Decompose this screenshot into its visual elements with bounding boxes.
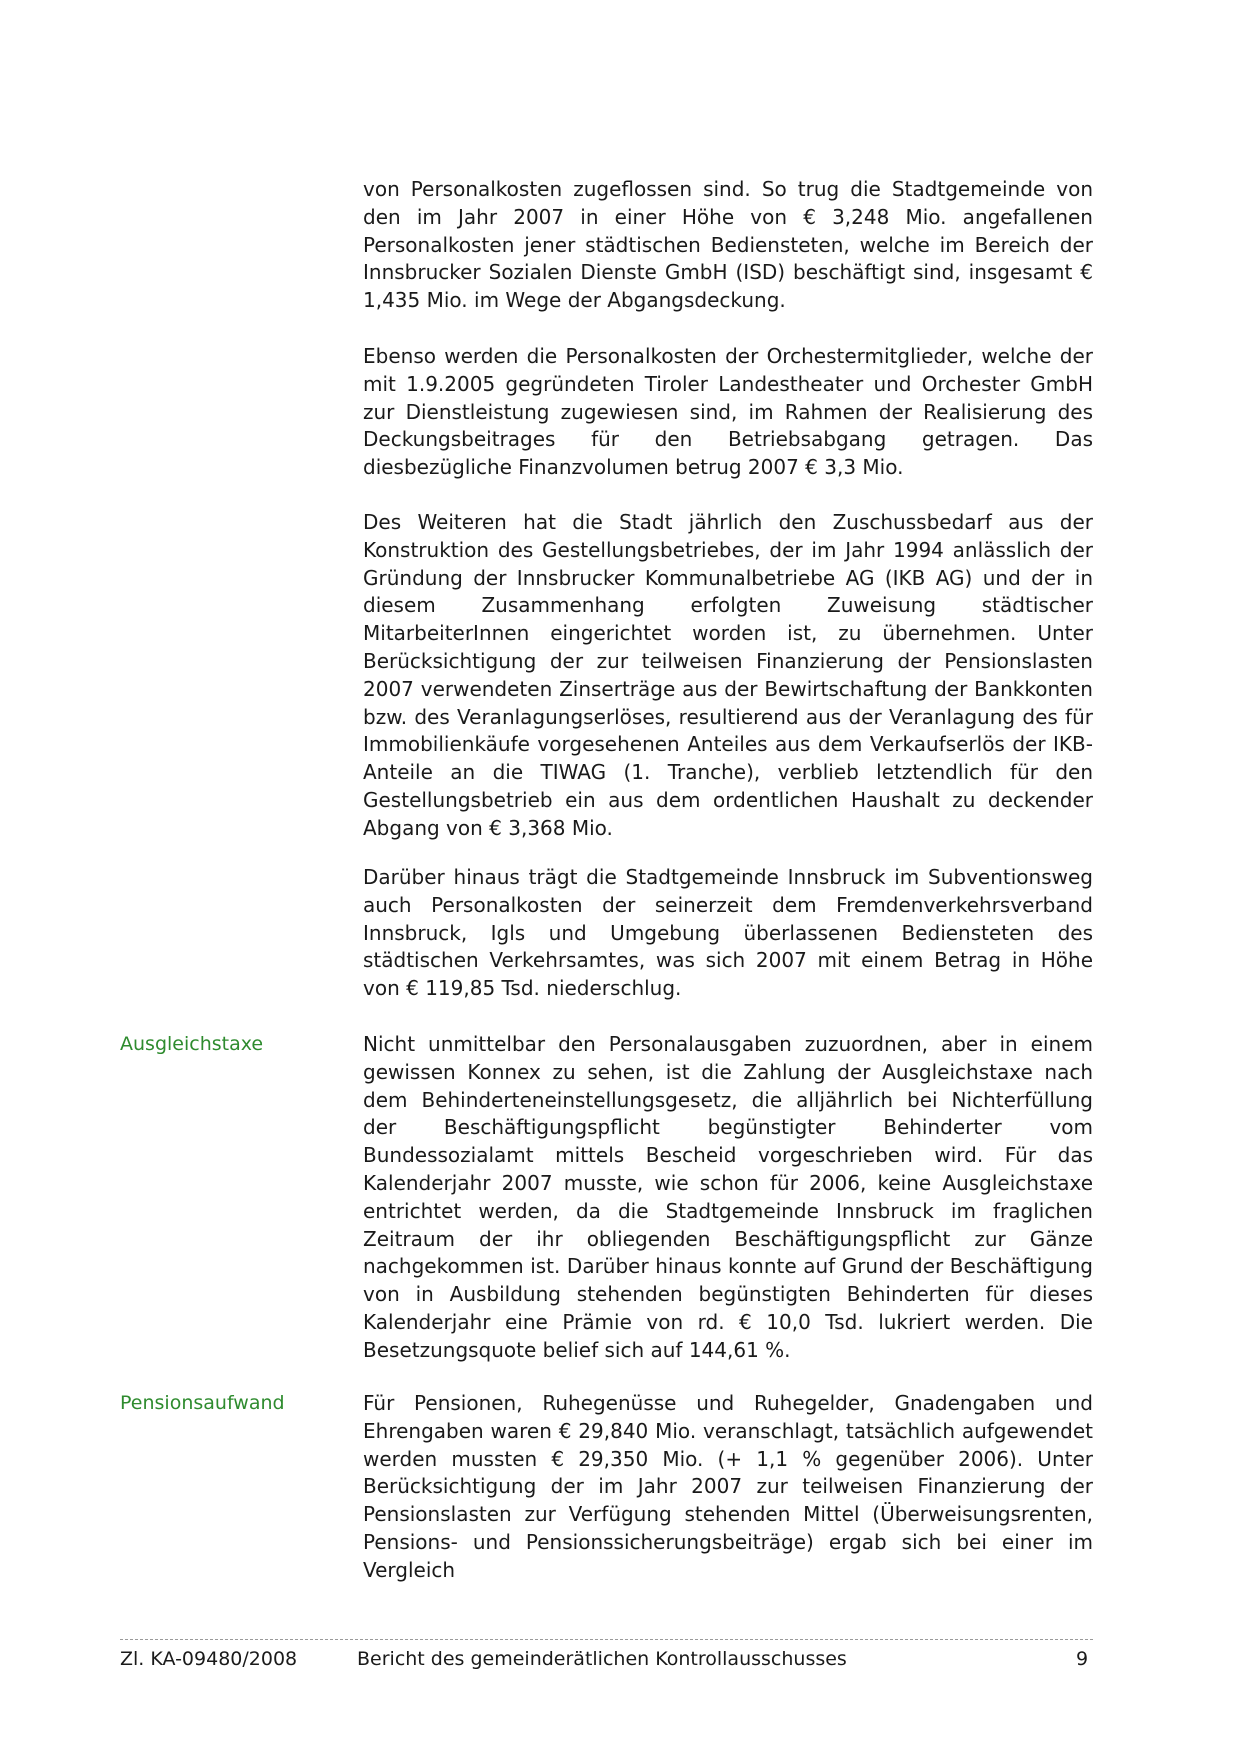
- footer-page-number: 9: [1076, 1648, 1089, 1670]
- paragraph-orchester: Ebenso werden die Personalkosten der Orchestermitglieder, welche der mit 1.9.2005 gegründeten Tiroler Landestheater und Orchester GmbH zur Dienstleistung zugewiesen sind, im Rahmen der Realisierung des Deckungsbeitrages für den Betriebsabgang getragen. Das diesbezügliche Finanzvolumen betrug 2007 € 3,3 Mio.: [363, 344, 1093, 480]
- paragraph-personalkosten-isd: von Personalkosten zugeflossen sind. So trug die Stadtgemeinde von den im Jahr 2007 in einer Höhe von € 3,248 Mio. angefallenen Personalkosten jener städtischen Bediensteten, welche im Bereich der Innsbrucker Sozialen Dienste GmbH (ISD) beschäftigt sind, insgesamt € 1,435 Mio. im Wege der Abgangsdeckung.: [363, 177, 1093, 313]
- paragraph-gestellungsbetrieb: Des Weiteren hat die Stadt jährlich den Zuschussbedarf aus der Konstruktion des Gestellungsbetriebes, der im Jahr 1994 anlässlich der Gründung der Innsbrucker Kommunalbetriebe AG (IKB AG) und der in diesem Zusammenhang erfolgten Zuweisung städtischer MitarbeiterInnen eingerichtet worden ist, zu übernehmen. Unter Berücksichtigung der zur teilweisen Finanzierung der Pensionslasten 2007 verwendeten Zinserträge aus der Bewirtschaftung der Bankkonten bzw. des Veranlagungserlöses, resultierend aus der Veranlagung des für Immobilienkäufe vorgesehenen Anteiles aus dem Verkaufserlös der IKB-Anteile an die TIWAG (1. Tranche), verblieb letztendlich für den Gestellungsbetrieb ein aus dem ordentlichen Haushalt zu deckender Abgang von € 3,368 Mio.: [363, 510, 1093, 840]
- footer-title: Bericht des gemeinderätlichen Kontrollausschusses: [357, 1648, 847, 1670]
- footer-divider: [120, 1639, 1093, 1640]
- paragraph-pensionsaufwand: Für Pensionen, Ruhegenüsse und Ruhegelder, Gnadengaben und Ehrengaben waren € 29,840 Mio. veranschlagt, tatsächlich aufgewendet werden mussten € 29,350 Mio. (+ 1,1 % gegenüber 2006). Unter Berücksichtigung der im Jahr 2007 zur teilweisen Finanzierung der Pensionslasten zur Verfügung stehenden Mittel (Überweisungsrenten, Pensions- und Pensionssicherungsbeiträge) ergab sich bei einer im Vergleich: [363, 1391, 1093, 1582]
- footer-reference: Zl. KA-09480/2008: [120, 1648, 298, 1670]
- margin-label-pensionsaufwand: Pensionsaufwand: [120, 1392, 285, 1414]
- paragraph-ausgleichstaxe: Nicht unmittelbar den Personalausgaben zuzuordnen, aber in einem gewissen Konnex zu sehen, ist die Zahlung der Ausgleichstaxe nach dem Behinderteneinstellungsgesetz, die alljährlich bei Nichterfüllung der Beschäftigungspflicht begünstigter Behinderter vom Bundessozialamt mittels Bescheid vorgeschrieben wird. Für das Kalenderjahr 2007 musste, wie schon für 2006, keine Ausgleichstaxe entrichtet werden, da die Stadtgemeinde Innsbruck im fraglichen Zeitraum der ihr obliegenden Beschäftigungspflicht zur Gänze nachgekommen ist. Darüber hinaus konnte auf Grund der Beschäftigung von in Ausbildung stehenden begünstigten Behinderten für dieses Kalenderjahr eine Prämie von rd. € 10,0 Tsd. lukriert werden. Die Besetzungsquote belief sich auf 144,61 %.: [363, 1032, 1093, 1362]
- margin-label-ausgleichstaxe: Ausgleichstaxe: [120, 1033, 264, 1055]
- paragraph-subventionsweg: Darüber hinaus trägt die Stadtgemeinde Innsbruck im Subventionsweg auch Personalkosten der seinerzeit dem Fremdenverkehrsverband Innsbruck, Igls und Umgebung überlassenen Bediensteten des städtischen Verkehrsamtes, was sich 2007 mit einem Betrag in Höhe von € 119,85 Tsd. niederschlug.: [363, 865, 1093, 1001]
